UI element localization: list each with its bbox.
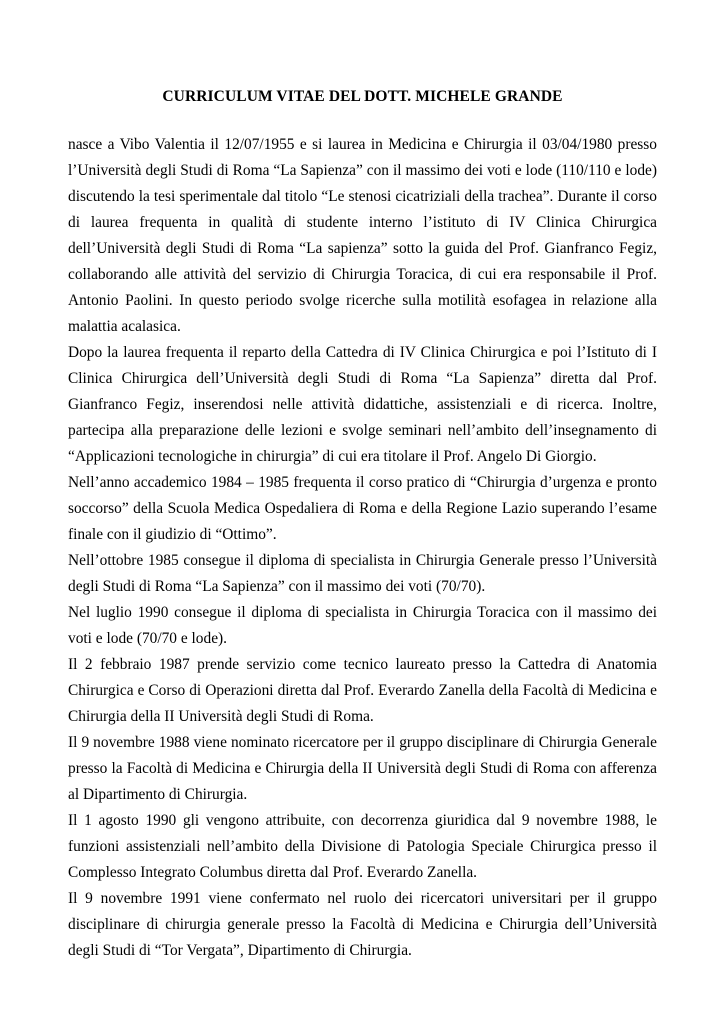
paragraph-birth-and-degree: nasce a Vibo Valentia il 12/07/1955 e si laurea in Medicina e Chirurgia il 03/04/1980 presso l’Università degli Studi di Roma “La Sapienza” con il massimo dei voti e lode (110/110 e lode) discutendo la tesi sperimentale dal titolo “Le stenosi cicatriziali della trachea”. Durante il corso di laurea frequenta in qualità di studente interno l’istituto di IV Clinica Chirurgica dell’Università degli Studi di Roma “La sapienza” sotto la guida del Prof. Gianfranco Fegiz, collaborando alle attività del servizio di Chirurgia Toracica, di cui era responsabile il Prof. Antonio Paolini. In questo periodo svolge ricerche sulla motilità esofagea in relazione alla malattia acalasica. (68, 136, 657, 335)
paragraph-thoracic-surgery-diploma: Nel luglio 1990 consegue il diploma di specialista in Chirurgia Toracica con il massimo dei voti e lode (70/70 e lode). (68, 604, 657, 647)
paragraph-researcher-appointment: Il 9 novembre 1988 viene nominato ricercatore per il gruppo disciplinare di Chirurgia Generale presso la Facoltà di Medicina e Chirurgia della II Università degli Studi di Roma con afferenza al Dipartimento di Chirurgia. (68, 734, 657, 803)
document-title: CURRICULUM VITAE DEL DOTT. MICHELE GRANDE (162, 88, 563, 105)
paragraph-confirmation: Il 9 novembre 1991 viene confermato nel ruolo dei ricercatori universitari per il gruppo disciplinare di chirurgia generale presso la Facoltà di Medicina e Chirurgia dell’Università degli Studi di “Tor Vergata”, Dipartimento di Chirurgia. (68, 890, 657, 959)
paragraph-post-degree: Dopo la laurea frequenta il reparto della Cattedra di IV Clinica Chirurgica e poi l’Istituto di I Clinica Chirurgica dell’Università degli Studi di Roma “La Sapienza” diretta dal Prof. Gianfranco Fegiz, inserendosi nelle attività didattiche, assistenziali e di ricerca. Inoltre, partecipa alla preparazione delle lezioni e svolge seminari nell’ambito dell’insegnamento di “Applicazioni tecnologiche in chirurgia” di cui era titolare il Prof. Angelo Di Giorgio. (68, 344, 657, 465)
document-body (68, 132, 657, 964)
paragraph-general-surgery-diploma: Nell’ottobre 1985 consegue il diploma di specialista in Chirurgia Generale presso l’Università degli Studi di Roma “La Sapienza” con il massimo dei voti (70/70). (68, 552, 657, 595)
paragraph-clinical-functions: Il 1 agosto 1990 gli vengono attribuite, con decorrenza giuridica dal 9 novembre 1988, le funzioni assistenziali nell’ambito della Divisione di Patologia Speciale Chirurgica presso il Complesso Integrato Columbus diretta dal Prof. Everardo Zanella. (68, 812, 657, 881)
paragraph-emergency-course: Nell’anno accademico 1984 – 1985 frequenta il corso pratico di “Chirurgia d’urgenza e pronto soccorso” della Scuola Medica Ospedaliera di Roma e della Regione Lazio superando l’esame finale con il giudizio di “Ottimo”. (68, 474, 657, 543)
paragraph-technician-role: Il 2 febbraio 1987 prende servizio come tecnico laureato presso la Cattedra di Anatomia Chirurgica e Corso di Operazioni diretta dal Prof. Everardo Zanella della Facoltà di Medicina e Chirurgia della II Università degli Studi di Roma. (68, 656, 657, 725)
